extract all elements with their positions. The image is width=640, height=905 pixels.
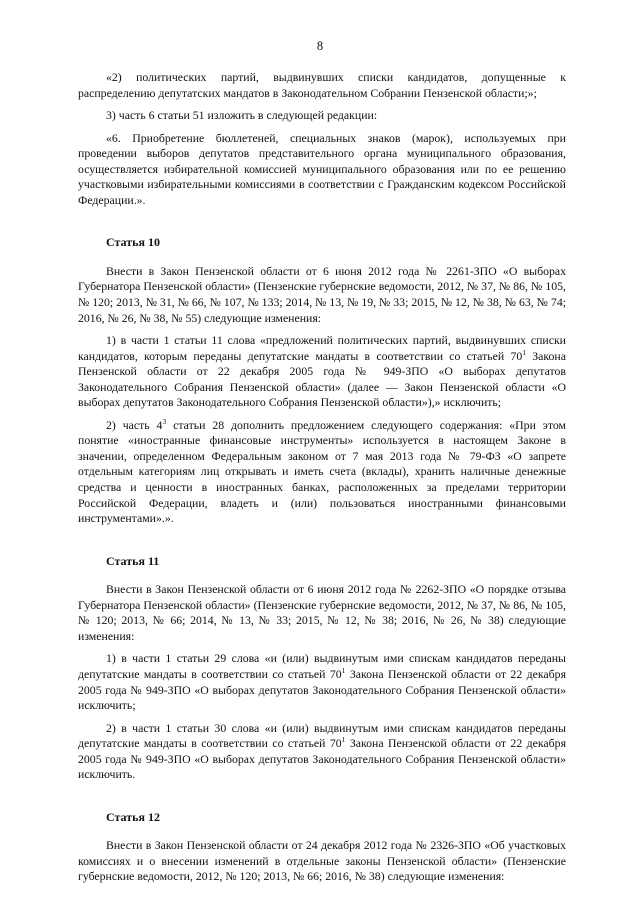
list-item <box>78 721 566 783</box>
list-item <box>78 418 566 527</box>
text-run: 1) в части 1 статьи 11 слова «предложений политических партий, выдвинувших списки кандидатов, которым переданы депутатские мандаты в соответствии со статьей 70 <box>78 333 566 363</box>
list-item <box>78 651 566 713</box>
text-run: 1) в части 1 статьи 29 слова «и (или) выдвинутым ими спискам кандидатов переданы депутатские мандаты в соответствии со статьей 70 <box>78 651 566 681</box>
paragraph: Внести в Закон Пензенской области от 6 июня 2012 года № 2262-ЗПО «О порядке отзыва Губернатора Пензенской области» (Пензенские губернские ведомости, 2012, № 37, № 86, № 105, № 120; 2013, № 66; 2014, № 13, № 33; 2015, № 12, № 38; 2016, № 26, № 38) следующие изменения: <box>78 582 566 643</box>
page-number: 8 <box>316 39 324 53</box>
text-run: статьи 28 дополнить предложением следующего содержания: «При этом понятие «иностранные финансовые инструменты» используется в настоящем Законе в значении, определенном Федеральным законом от 7 мая 2013 года № 79-ФЗ «О запрете отдельным категориям лиц открывать и иметь счета (вклады), хранить наличные денежные средства и ценности в иностранных банках, расположенных за пределами территории Российской Федерации, владеть и (или) пользоваться иностранными финансовыми инструментами».». <box>78 417 566 526</box>
article-11-heading: Статья 11 <box>106 553 160 568</box>
text-run: Закона Пензенской области от 22 декабря 2005 года № 949-ЗПО «О выборах депутатов Законодательного Собрания Пензенской области» (далее — Закон Пензенской области «О выборах депутатов Законодательного Собрания Пензенской области»),» исключить; <box>78 348 566 410</box>
paragraph: «6. Приобретение бюллетеней, специальных знаков (марок), используемых при проведении выборов депутатов представительного органа муниципального образования, осуществляется избирательной комиссией муниципального образования или по ее решению участковыми избирательными комиссиями в соответствии с Гражданским кодексом Российской Федерации.». <box>78 130 566 207</box>
paragraph: Внести в Закон Пензенской области от 24 декабря 2012 года № 2326-ЗПО «Об участковых комиссиях и о внесении изменений в отдельные законы Пензенской области» (Пензенские губернские ведомости, 2012, № 120; 2013, № 66; 2016, № 38) следующие изменения: <box>78 838 566 884</box>
paragraph: 3) часть 6 статьи 51 изложить в следующей редакции: <box>106 108 378 123</box>
text-run: Закона Пензенской области от 22 декабря 2005 года № 949-ЗПО «О выборах депутатов Законодательного Собрания Пензенской области» исключить; <box>78 666 566 713</box>
paragraph: Внести в Закон Пензенской области от 6 июня 2012 года № 2261-ЗПО «О выборах Губернатора Пензенской области» (Пензенские губернские ведомости, 2012, № 37, № 86, № 105, № 120; 2013, № 31, № 66, № 107, № 133; 2014, № 13, № 19, № 33; 2015, № 12, № 38, № 63, № 74; 2016, № 26, № 38, № 55) следующие изменения: <box>78 263 566 325</box>
text-run: Закона Пензенской области от 22 декабря 2005 года № 949-ЗПО «О выборах депутатов Законодательного Собрания Пензенской области» исключить. <box>78 736 566 782</box>
article-10-heading: Статья 10 <box>106 235 160 250</box>
superscript: 3 <box>162 416 167 426</box>
document-body <box>78 70 566 885</box>
text-run: 2) часть 4 <box>106 417 163 432</box>
list-item <box>78 333 566 411</box>
paragraph: «2) политических партий, выдвинувших списки кандидатов, допущенные к распределению депутатских мандатов в Законодательном Собрании Пензенской области;»; <box>78 70 566 100</box>
superscript: 1 <box>341 665 346 675</box>
superscript: 1 <box>522 347 526 357</box>
text-run: 2) в части 1 статьи 30 слова «и (или) выдвинутым ими спискам кандидатов переданы депутатские мандаты в соответствии со статьей 70 <box>78 720 566 751</box>
article-12-heading: Статья 12 <box>106 809 160 824</box>
superscript: 1 <box>341 735 346 745</box>
